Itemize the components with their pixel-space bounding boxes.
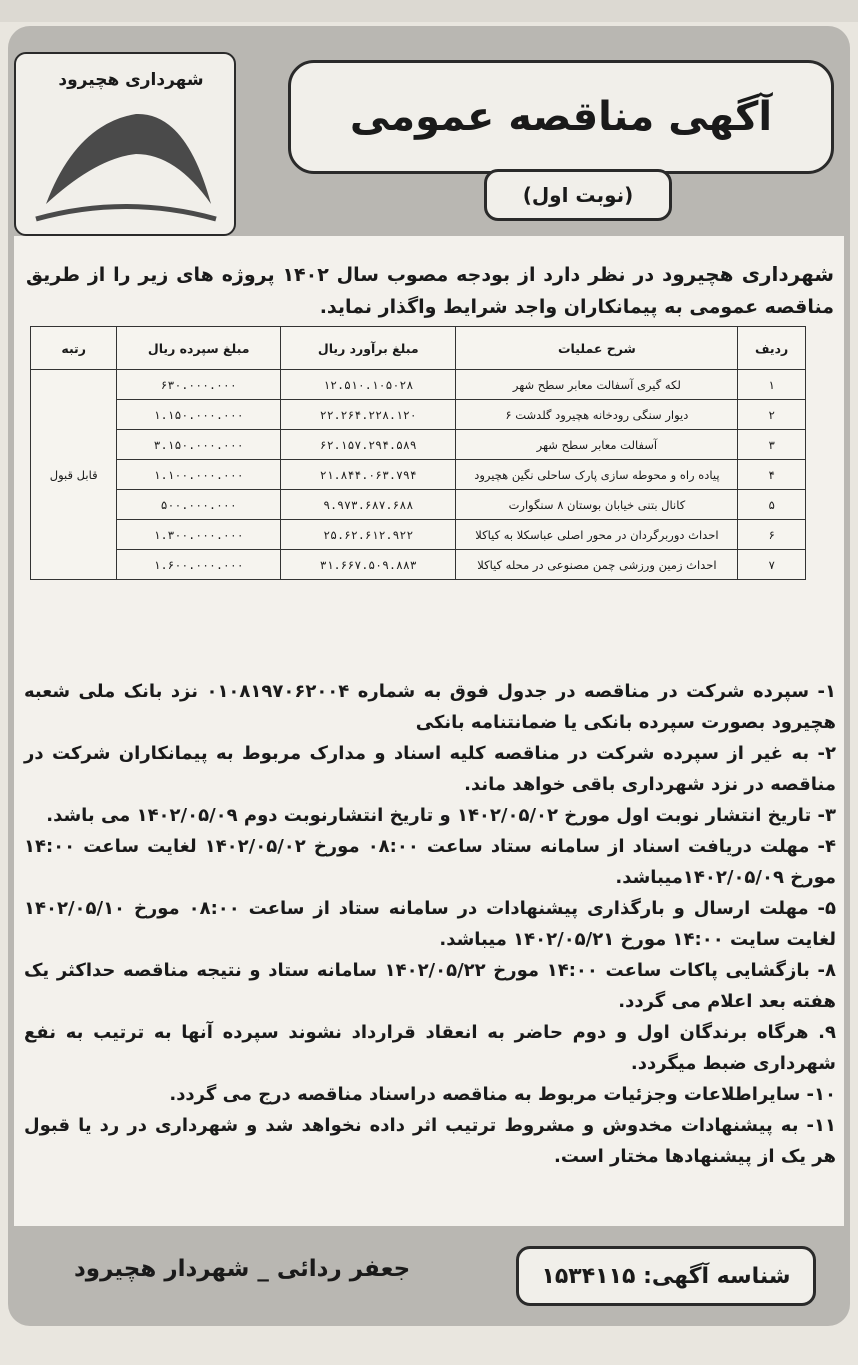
row-deposit: ۱.۱۵۰.۰۰۰.۰۰۰ <box>117 400 281 430</box>
title-box <box>288 60 834 174</box>
row-number: ۳ <box>738 430 806 460</box>
logo-text: شهرداری هچیرود <box>58 70 204 90</box>
header-description: شرح عملیات <box>456 327 738 370</box>
row-number: ۶ <box>738 520 806 550</box>
round-box <box>484 169 672 221</box>
table-row <box>31 520 806 550</box>
table-row <box>31 550 806 580</box>
condition-item: ۲- به غیر از سپرده شرکت در مناقصه کلیه اسناد و مدارک مربوط به پیمانکاران شرکت در مناقصه در نزد شهرداری باقی خواهد ماند. <box>24 743 836 795</box>
header-row-number: ردیف <box>738 327 806 370</box>
condition-item: ۱۰- سایراطلاعات وجزئیات مربوط به مناقصه دراسناد مناقصه درج می گردد. <box>169 1084 836 1105</box>
row-description: دیوار سنگی رودخانه هچیرود گلدشت ۶ <box>456 400 738 430</box>
row-description: احداث دوربرگردان در محور اصلی عباسکلا به کیاکلا <box>456 520 738 550</box>
table-row <box>31 370 806 400</box>
row-deposit: ۱.۶۰۰.۰۰۰.۰۰۰ <box>117 550 281 580</box>
row-estimate: ۲۵.۶۲.۶۱۲.۹۲۲ <box>281 520 456 550</box>
projects-table <box>30 326 806 580</box>
page-top-strip <box>0 0 858 22</box>
table-row <box>31 460 806 490</box>
row-number: ۵ <box>738 490 806 520</box>
rank-value: قابل قبول <box>31 370 117 580</box>
row-number: ۴ <box>738 460 806 490</box>
condition-item: ۱- سپرده شرکت در مناقصه در جدول فوق به شماره ۰۱۰۸۱۹۷۰۶۲۰۰۴ نزد بانک ملی شعبه هچیرود بصورت سپرده بانکی یا ضمانتنامه بانکی <box>24 681 836 733</box>
condition-item: ۱۱- به پیشنهادات مخدوش و مشروط ترتیب اثر داده نخواهد شد و شهرداری در رد یا قبول هر یک از پیشنهادها مختار است. <box>24 1115 836 1167</box>
municipality-logo <box>14 52 236 236</box>
header-estimate: مبلغ برآورد ریال <box>281 327 456 370</box>
row-estimate: ۲۲.۲۶۴.۲۲۸.۱۲۰ <box>281 400 456 430</box>
row-deposit: ۳.۱۵۰.۰۰۰.۰۰۰ <box>117 430 281 460</box>
row-deposit: ۵۰۰.۰۰۰.۰۰۰ <box>117 490 281 520</box>
row-number: ۲ <box>738 400 806 430</box>
row-deposit: ۱.۳۰۰.۰۰۰.۰۰۰ <box>117 520 281 550</box>
condition-item: ۸- بازگشایی پاکات ساعت ۱۴:۰۰ مورخ ۱۴۰۲/۰۵/۲۲ سامانه ستاد و نتیجه مناقصه حداکثر یک هفته بعد اعلام می گردد. <box>24 960 836 1012</box>
condition-item: ۹. هرگاه برندگان اول و دوم حاضر به انعقاد قرارداد نشوند سپرده آنها به ترتیب به نفع شهرداری ضبط میگردد. <box>24 1022 836 1074</box>
conditions-list <box>24 676 836 1172</box>
table-header-row <box>31 327 806 370</box>
row-number: ۷ <box>738 550 806 580</box>
ad-sheet <box>8 26 850 1326</box>
intro-municipality: شهرداری هچیرود <box>661 262 834 286</box>
condition-item: ۳- تاریخ انتشار نوبت اول مورخ ۱۴۰۲/۰۵/۰۲ و تاریخ انتشارنوبت دوم ۱۴۰۲/۰۵/۰۹ می باشد. <box>46 805 836 826</box>
table-row <box>31 490 806 520</box>
page-title: آگهی مناقصه عمومی <box>349 94 773 140</box>
row-description: احداث زمین ورزشی چمن مصنوعی در محله کیاکلا <box>456 550 738 580</box>
ad-id: شناسه آگهی: ۱۵۳۴۱۱۵ <box>541 1263 791 1289</box>
row-estimate: ۱۲.۵۱۰.۱۰۵۰۲۸ <box>281 370 456 400</box>
row-description: کانال بتنی خیابان بوستان ۸ سنگوارت <box>456 490 738 520</box>
condition-item: ۵- مهلت ارسال و بارگذاری پیشنهادات در سامانه ستاد از ساعت ۰۸:۰۰ مورخ ۱۴۰۲/۰۵/۱۰ لغایت سایت ۱۴:۰۰ مورخ ۱۴۰۲/۰۵/۲۱ میباشد. <box>24 898 836 950</box>
condition-item: ۴- مهلت دریافت اسناد از سامانه ستاد ساعت ۰۸:۰۰ مورخ ۱۴۰۲/۰۵/۰۲ لغایت ساعت ۱۴:۰۰ مورخ ۱۴۰۲/۰۵/۰۹میباشد. <box>24 836 836 888</box>
row-description: پیاده راه و محوطه سازی پارک ساحلی نگین هچیرود <box>456 460 738 490</box>
row-deposit: ۶۳۰.۰۰۰.۰۰۰ <box>117 370 281 400</box>
row-estimate: ۳۱.۶۶۷.۵۰۹.۸۸۳ <box>281 550 456 580</box>
row-number: ۱ <box>738 370 806 400</box>
table-row <box>31 400 806 430</box>
header-rank: رتبه <box>31 327 117 370</box>
row-description: لکه گیری آسفالت معابر سطح شهر <box>456 370 738 400</box>
intro-paragraph <box>26 258 834 323</box>
intro-text: در نظر دارد از بودجه مصوب سال ۱۴۰۲ پروژه های زیر را از طریق مناقصه عمومی به پیمانکاران واجد شرایط واگذار نماید. <box>26 264 834 318</box>
signer-name: جعفر ردائی _ شهردار هچیرود <box>74 1256 411 1282</box>
table-row <box>31 430 806 460</box>
row-estimate: ۶۲.۱۵۷.۲۹۴.۵۸۹ <box>281 430 456 460</box>
row-estimate: ۹.۹۷۳.۶۸۷.۶۸۸ <box>281 490 456 520</box>
row-description: آسفالت معابر سطح شهر <box>456 430 738 460</box>
round-label: (نوبت اول) <box>522 183 634 207</box>
row-deposit: ۱.۱۰۰.۰۰۰.۰۰۰ <box>117 460 281 490</box>
row-estimate: ۲۱.۸۴۴.۰۶۳.۷۹۴ <box>281 460 456 490</box>
header-deposit: مبلغ سپرده ریال <box>117 327 281 370</box>
ad-id-box <box>516 1246 816 1306</box>
